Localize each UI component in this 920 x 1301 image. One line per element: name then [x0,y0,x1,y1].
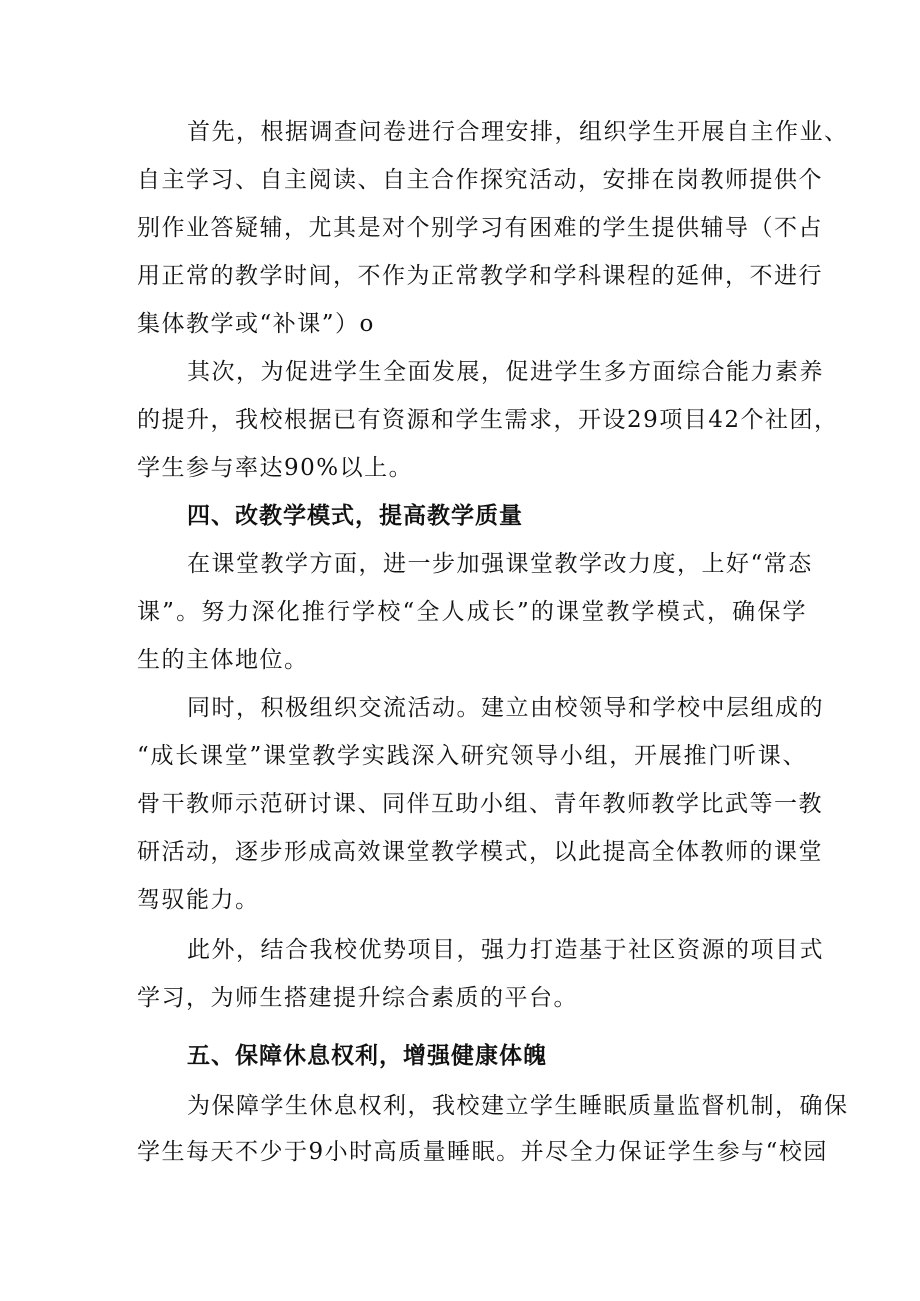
paragraph-1-line-3: 别作业答疑辅，尤其是对个别学习有困难的学生提供辅导（不占 [137,215,823,241]
paragraph-4-line-3: 骨干教师示范研讨课、同伴互助小组、青年教师教学比武等一教 [137,791,823,817]
paragraph-5-line-2: 学习，为师生搭建提升综合素质的平台。 [137,985,578,1011]
paragraph-3-line-2: 课”。努力深化推行学校“全人成长”的课堂教学模式，确保学 [137,599,807,625]
section-heading-four: 四、改教学模式，提高教学质量 [187,503,523,529]
paragraph-1-line-5: 集体教学或“补课”）o [137,311,375,337]
paragraph-1-line-2: 自主学习、自主阅读、自主合作探究活动，安排在岗教师提供个 [137,167,823,193]
paragraph-1-line-1: 首先，根据调查问卷进行合理安排，组织学生开展自主作业、 [187,119,849,145]
section-heading-five: 五、保障休息权利，增强健康体魄 [187,1043,547,1069]
paragraph-2-line-3: 学生参与率达90%以上。 [137,455,414,481]
paragraph-5-line-1: 此外，结合我校优势项目，强力打造基于社区资源的项目式 [187,937,824,963]
paragraph-6-line-1: 为保障学生休息权利，我校建立学生睡眠质量监督机制，确保 [187,1093,849,1119]
paragraph-2-line-1: 其次，为促进学生全面发展，促进学生多方面综合能力素养 [187,359,824,385]
paragraph-2-line-2: 的提升，我校根据已有资源和学生需求，开设29项目42个社团， [137,407,839,433]
paragraph-4-line-5: 驾驭能力。 [137,887,260,913]
paragraph-3-line-3: 生的主体地位。 [137,647,309,673]
paragraph-4-line-4: 研活动，逐步形成高效课堂教学模式，以此提高全体教师的课堂 [137,839,823,865]
paragraph-4-line-2: “成长课堂”课堂教学实践深入研究领导小组，开展推门听课、 [137,743,807,769]
paragraph-1-line-4: 用正常的教学时间，不作为正常教学和学科课程的延伸，不进行 [137,263,823,289]
paragraph-6-line-2: 学生每天不少于9小时高质量睡眠。并尽全力保证学生参与“校园 [137,1139,828,1165]
paragraph-4-line-1: 同时，积极组织交流活动。建立由校领导和学校中层组成的 [187,695,824,721]
paragraph-3-line-1: 在课堂教学方面，进一步加强课堂教学改力度，上好“常态 [187,551,813,577]
